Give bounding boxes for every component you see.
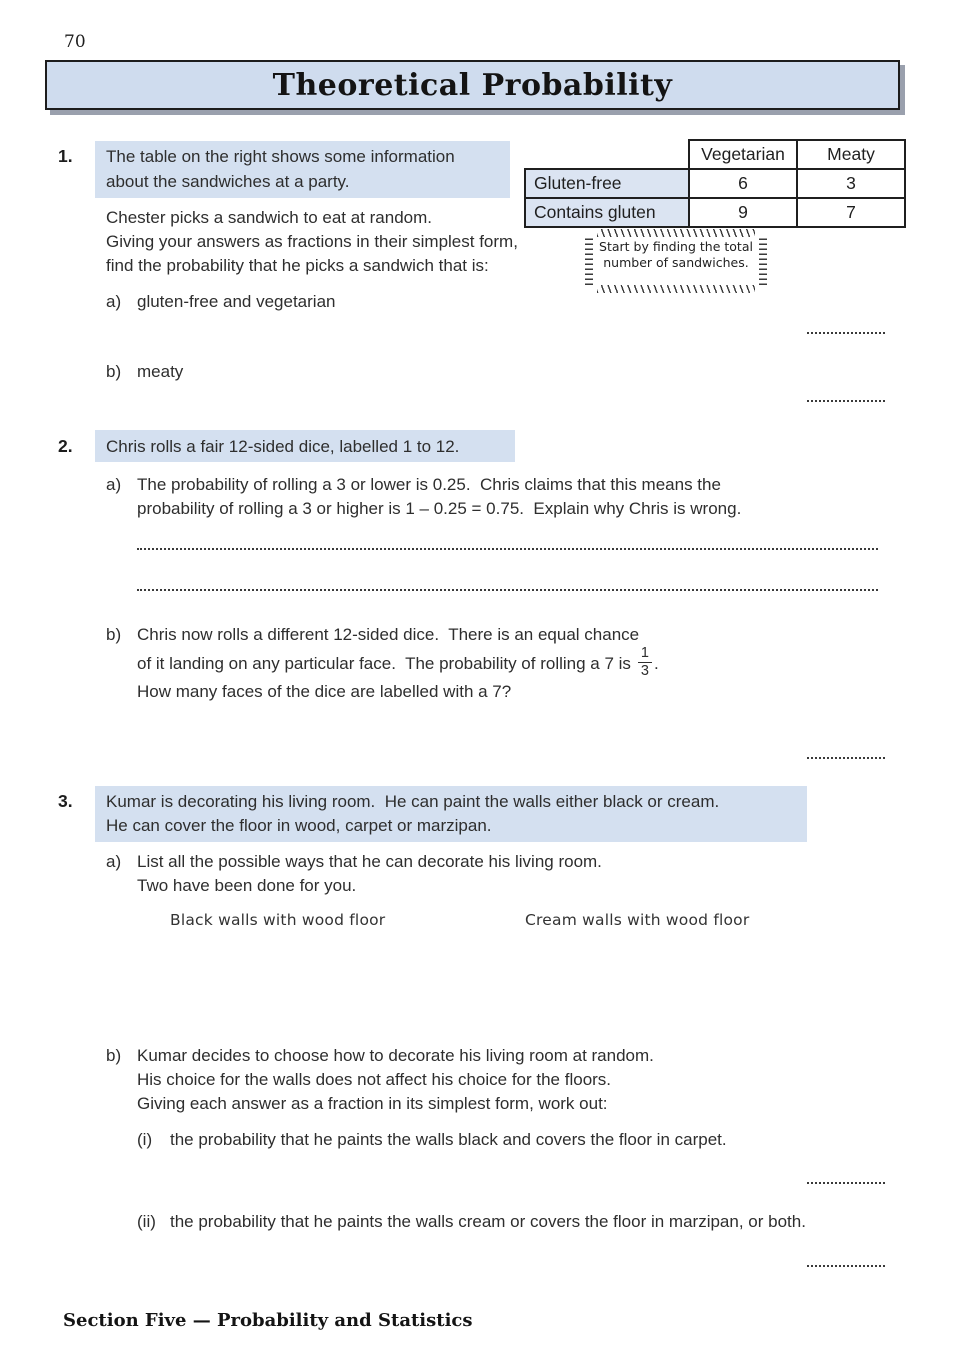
q1b-label: b) <box>106 362 122 381</box>
q3a-line1: List all the possible ways that he can decorate his living room. <box>137 852 602 871</box>
answer-line-q2a-2[interactable] <box>137 589 878 591</box>
q3bii-label: (ii) <box>137 1212 156 1231</box>
hint-ticks-top <box>597 229 755 237</box>
page-title: Theoretical Probability <box>272 67 673 103</box>
answer-line-q2a-1[interactable] <box>137 548 878 550</box>
table-header-row <box>525 140 905 169</box>
q3bii-text: the probability that he paints the walls cream or covers the floor in marzipan, or both. <box>170 1212 806 1231</box>
q3-highlight-line2: He can cover the floor in wood, carpet or marzipan. <box>106 816 492 835</box>
hint-text <box>597 239 755 271</box>
answer-line-q3bii[interactable] <box>807 1265 885 1267</box>
title-banner <box>45 60 900 110</box>
table-cell: 3 <box>797 169 905 198</box>
q3a-line2: Two have been done for you. <box>137 876 357 895</box>
q3bi-text: the probability that he paints the walls black and covers the floor in carpet. <box>170 1130 727 1149</box>
table-cell: 6 <box>689 169 797 198</box>
q2b-line2-pre: of it landing on any particular face. The probability of rolling a 7 is <box>137 654 631 674</box>
q2a-line1: The probability of rolling a 3 or lower is 0.25. Chris claims that this means the <box>137 475 721 494</box>
q1-body-line2: Giving your answers as fractions in their simplest form, <box>106 232 518 251</box>
q2-number: 2. <box>58 436 73 456</box>
q1-body-line1: Chester picks a sandwich to eat at random. <box>106 208 432 227</box>
q3b-line3: Giving each answer as a fraction in its simplest form, work out: <box>137 1094 608 1113</box>
q2a-line2: probability of rolling a 3 or higher is 1 – 0.25 = 0.75. Explain why Chris is wrong. <box>137 499 742 518</box>
hint-line1: Start by finding the total <box>599 239 753 254</box>
fraction-numerator: 1 <box>638 646 652 663</box>
answer-line-q3bi[interactable] <box>807 1182 885 1184</box>
q2b-label: b) <box>106 625 122 644</box>
sandwich-table <box>524 139 906 228</box>
q1a-label: a) <box>106 292 122 311</box>
hint-ticks-left <box>585 237 593 285</box>
q3-number: 3. <box>58 791 73 811</box>
q3a-example2: Cream walls with wood floor <box>525 911 750 929</box>
q3b-line1: Kumar decides to choose how to decorate his living room at random. <box>137 1046 654 1065</box>
table-row-label: Contains gluten <box>525 198 689 227</box>
table-header-meaty: Meaty <box>797 140 905 169</box>
q1a-text: gluten-free and vegetarian <box>137 292 336 311</box>
page-number: 70 <box>64 32 86 52</box>
q1-highlight-line2: about the sandwiches at a party. <box>106 172 350 191</box>
q1-body-line3: find the probability that he picks a sandwich that is: <box>106 256 489 275</box>
q2b-line2-post: . <box>654 654 659 674</box>
table-header-vegetarian: Vegetarian <box>689 140 797 169</box>
fraction-one-third <box>638 646 652 679</box>
section-footer: Section Five — Probability and Statistics <box>63 1310 473 1331</box>
answer-line-q1a[interactable] <box>807 332 885 334</box>
hint-ticks-bottom <box>597 285 755 293</box>
fraction-denominator: 3 <box>640 663 649 680</box>
table-row <box>525 169 905 198</box>
q2b-line2 <box>137 645 659 681</box>
answer-line-q1b[interactable] <box>807 400 885 402</box>
hint-line2: number of sandwiches. <box>603 255 749 270</box>
table-cell: 9 <box>689 198 797 227</box>
q2-highlight: Chris rolls a fair 12-sided dice, labelled 1 to 12. <box>106 437 460 456</box>
q3b-line2: His choice for the walls does not affect his choice for the floors. <box>137 1070 612 1089</box>
q3a-example1: Black walls with wood floor <box>170 911 386 929</box>
table-row <box>525 198 905 227</box>
hint-burst <box>585 229 767 293</box>
q3b-label: b) <box>106 1046 122 1065</box>
table-cell: 7 <box>797 198 905 227</box>
hint-ticks-right <box>759 237 767 285</box>
answer-line-q2b[interactable] <box>807 757 885 759</box>
q3bi-label: (i) <box>137 1130 153 1149</box>
q3a-label: a) <box>106 852 122 871</box>
q3-highlight-line1: Kumar is decorating his living room. He can paint the walls either black or cream. <box>106 792 720 811</box>
table-empty-cell <box>525 140 689 169</box>
q1-highlight-line1: The table on the right shows some information <box>106 147 455 166</box>
q2b-line1: Chris now rolls a different 12-sided dice. There is an equal chance <box>137 625 640 644</box>
q2a-label: a) <box>106 475 122 494</box>
q1b-text: meaty <box>137 362 184 381</box>
table-row-label: Gluten-free <box>525 169 689 198</box>
q2b-line3: How many faces of the dice are labelled with a 7? <box>137 682 512 701</box>
q1-number: 1. <box>58 146 73 166</box>
